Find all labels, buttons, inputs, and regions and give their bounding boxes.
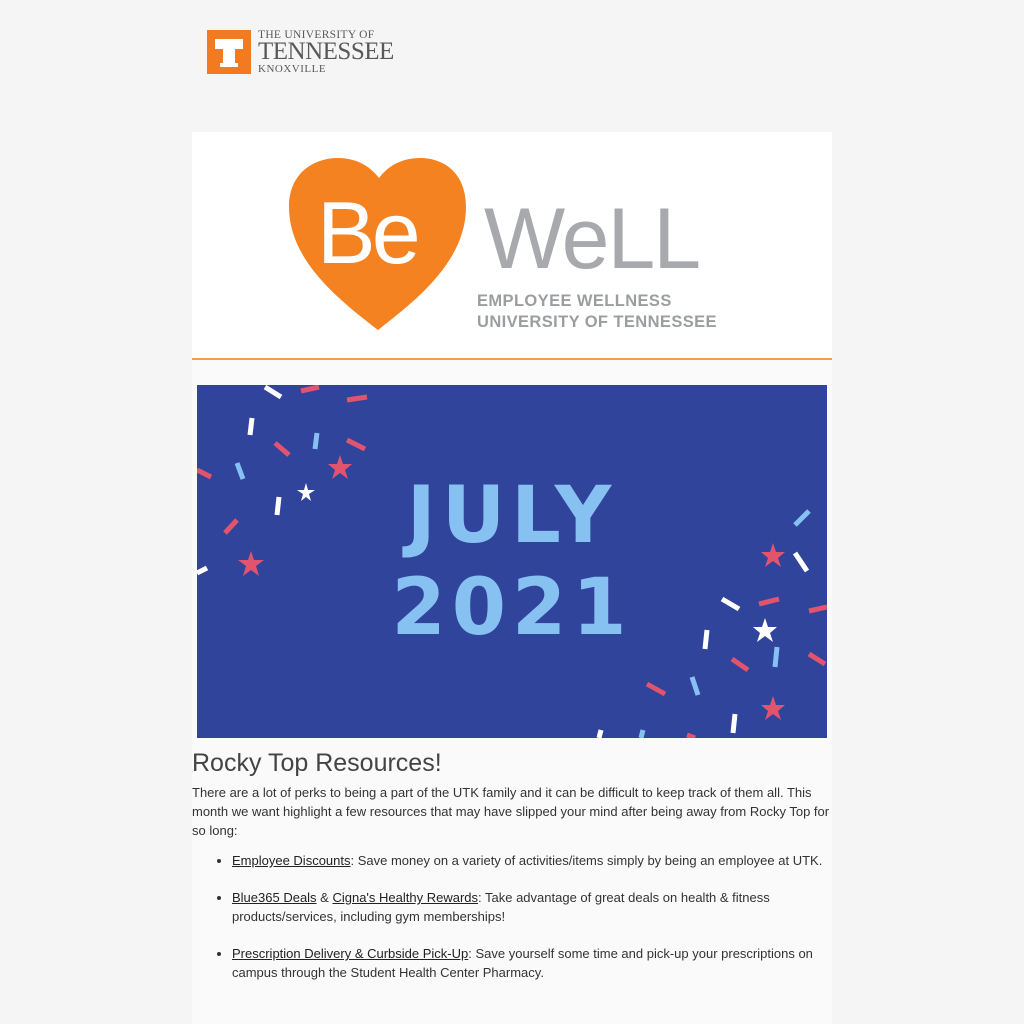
july-2021-banner bbox=[197, 385, 827, 738]
list-item bbox=[232, 888, 832, 926]
bewell-subtitle-2: UNIVERSITY OF TENNESSEE bbox=[477, 313, 717, 331]
be-text: Be bbox=[317, 183, 417, 282]
bewell-header bbox=[192, 132, 832, 358]
ut-line-knoxville: KNOXVILLE bbox=[258, 63, 327, 75]
list-item-text: : Save money on a variety of activities/items simply by being an employee at UTK. bbox=[350, 853, 823, 868]
well-text: WeLL bbox=[484, 191, 700, 287]
article-intro: There are a lot of perks to being a part of the UTK family and it can be difficult to keep track of them all. This month we want highlight a few resources that may have slipped your mind after being away from Rocky Top for so long: bbox=[192, 785, 830, 838]
ut-line-tennessee: TENNESSEE bbox=[258, 38, 394, 65]
list-item bbox=[232, 851, 832, 870]
bewell-subtitle-1: EMPLOYEE WELLNESS bbox=[477, 292, 672, 310]
list-item-separator: & bbox=[316, 890, 333, 905]
header-divider bbox=[192, 358, 832, 360]
list-item-text: : Take advantage of great deals on health & fitness products/services, including gym memberships! bbox=[232, 890, 770, 924]
banner-month: JULY bbox=[406, 471, 618, 561]
star-icon bbox=[761, 696, 785, 720]
resource-list bbox=[192, 851, 832, 1000]
employee-discounts-link[interactable]: Employee Discounts bbox=[232, 853, 351, 868]
confetti-decoration bbox=[197, 385, 827, 738]
list-item-text: : Save yourself some time and pick-up your prescriptions on campus through the Student Health Center Pharmacy. bbox=[232, 946, 813, 980]
newsletter-card bbox=[192, 132, 832, 1024]
cigna-healthy-rewards-link[interactable]: Cigna's Healthy Rewards bbox=[332, 890, 479, 905]
banner-year: 2021 bbox=[391, 563, 633, 653]
blue365-deals-link[interactable]: Blue365 Deals bbox=[232, 890, 317, 905]
ut-knoxville-logo[interactable] bbox=[207, 29, 407, 77]
prescription-delivery-link[interactable]: Prescription Delivery & Curbside Pick-Up bbox=[232, 946, 469, 961]
list-item bbox=[232, 944, 832, 982]
article-headline: Rocky Top Resources! bbox=[192, 749, 442, 777]
power-t-icon bbox=[207, 30, 251, 74]
ut-line-university: THE UNIVERSITY OF bbox=[258, 29, 375, 41]
